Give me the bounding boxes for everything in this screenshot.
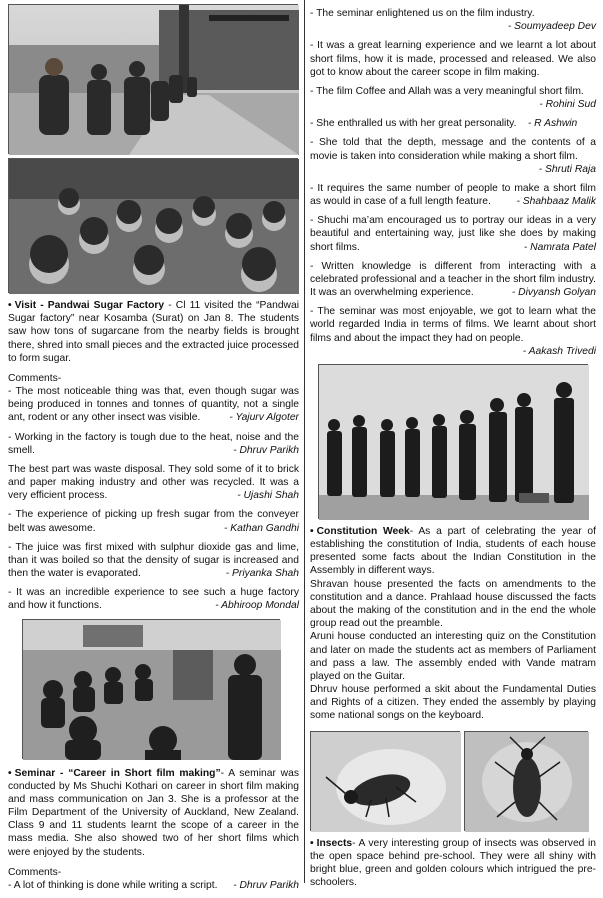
- seminar-photo: [22, 619, 280, 759]
- constitution-para: Aruni house conducted an interesting quiz on the Constitution and later on made the students act as members of Parliament and pass a law. The assembly ended with Vande matram played on the Guitar.: [310, 631, 596, 682]
- constitution-text: - As a part of celebrating the year of establishing the constitution of India, students of each house presented some facts about the Indian Constitution in the Assembly in different ways.: [310, 525, 596, 577]
- insect-photos: [310, 731, 596, 831]
- constitution-para: Shravan house presented the facts on amendments to the constitution and a dance. Prahlaad house discussed the facts about the making of the constitution and in the end the whole group read out the preamble.: [310, 578, 596, 630]
- visit-comment: - The most noticeable thing was that, even though sugar was being produced in tonnes and tonnes of quantity, not a single ant, rodent or any other insect was visible. - Yajurv Algoter: [8, 386, 299, 424]
- visit-comment: The best part was waste disposal. They sold some of it to brick and paper making industry and other was recycled. It was a very efficient process. - Ujashi Shah: [8, 463, 299, 502]
- seminar-heading: • Seminar - “Career in Short film making”: [8, 768, 221, 779]
- seminar-comment: - Written knowledge is different from interacting with a celebrated professional and a teacher in the short film industry. It was an overwhelming experience. - Divyansh Golyan: [310, 260, 596, 299]
- constitution-para: Dhruv house performed a skit about the Fundamental Duties and Rights of a citizen. They ended the assembly by playing some national songs on the keyboard.: [310, 684, 596, 722]
- visit-heading: • Visit - Pandwai Sugar Factory: [8, 300, 164, 311]
- seminar-section: [8, 767, 299, 893]
- insect-right-illustration: [465, 732, 589, 832]
- visit-comment: - It was an incredible experience to see such a huge factory and how it functions. - Abhiroop Mondal: [8, 587, 299, 612]
- column-divider: [304, 0, 305, 883]
- factory-students-photo: [8, 158, 298, 293]
- seminar-comment: - The seminar was most enjoyable, we got to learn what the world regarded India in terms of films. We learnt about short films and about the impact they had on people. - Aakash Trivedi: [310, 306, 596, 357]
- visit-comment: - Working in the factory is tough due to the heat, noise and the smell. - Dhruv Parikh: [8, 431, 299, 456]
- seminar-comment: - The seminar enlightened us on the film industry. - Soumyadeep Dev: [310, 8, 596, 33]
- seminar-comment: - A lot of thinking is done while writing a script. - Dhruv Parikh: [8, 879, 299, 891]
- visit-comment: - The experience of picking up fresh sugar from the conveyer belt was awesome. - Kathan Gandhi: [8, 509, 299, 534]
- seminar-illustration: [23, 620, 281, 760]
- insects-section: [310, 837, 596, 890]
- seminar-comment: - The film Coffee and Allah was a very meaningful short film. - Rohini Sud: [310, 85, 596, 111]
- seminar-comments-label: Comments-: [8, 866, 62, 878]
- constitution-week-photo: [318, 364, 588, 519]
- visit-comments-label: Comments-: [8, 372, 62, 384]
- insect-photo-left: [310, 731, 460, 831]
- factory-walk-illustration: [9, 5, 299, 155]
- visit-text: - Cl 11 visited the “Pandwai Sugar factory” near Kosamba (Surat) on Jan 8. The students saw how tons of sugarcane from the nearby fields is brought there, shred into small pieces and the extracted juice processed to form sugar.: [8, 300, 299, 364]
- seminar-comments-continued: [310, 7, 596, 358]
- insect-photo-right: [464, 731, 588, 831]
- right-column: [310, 0, 596, 896]
- constitution-section: [310, 525, 596, 723]
- insect-left-illustration: [311, 732, 461, 832]
- insects-heading: • Insects: [310, 838, 352, 849]
- seminar-comment: - It was a great learning experience and we learnt a lot about short films, how it is made, processed and released. We also got to know about the career scope in film making.: [310, 40, 596, 78]
- seminar-text: - A seminar was conducted by Ms Shuchi Kothari on career in short film making and mass communication on Jan 3. She is a professor at the Film Department of the University of Auckland, New Zealand. Class 9 and 11 students learnt the scope of a career in the mass media. She also showed two of her short films which were enjoyed by the students.: [8, 767, 299, 858]
- factory-walk-photo: [8, 4, 298, 154]
- seminar-comment: - It requires the same number of people to make a short film as would in case of a full length feature. - Shahbaaz Malik: [310, 182, 596, 208]
- constitution-week-illustration: [319, 365, 589, 520]
- visit-comment: - The juice was first mixed with sulphur dioxide gas and lime, than it was boiled so that the density of sugar is increased and then the water is evaporated. - Priyanka Shah: [8, 541, 299, 580]
- left-column: [8, 0, 299, 898]
- seminar-comment: - She enthralled us with her great personality. - R Ashwin: [310, 118, 578, 130]
- seminar-comment: - Shuchi ma’am encouraged us to portray our ideas in a very beautiful and entertaining way, just like she does by making short films. - Namrata Patel: [310, 215, 596, 253]
- visit-section: [8, 299, 299, 613]
- insects-text: - A very interesting group of insects was observed in the open space behind pre-school. They were all shiny with bright blue, green and golden colours which intrigued the pre-schoolers.: [310, 837, 596, 889]
- seminar-comment: - She told that the depth, message and the contents of a movie is taken into consideration while making a short film. - Shruti Raja: [310, 137, 596, 175]
- constitution-heading: • Constitution Week: [310, 526, 410, 537]
- factory-students-illustration: [9, 159, 299, 294]
